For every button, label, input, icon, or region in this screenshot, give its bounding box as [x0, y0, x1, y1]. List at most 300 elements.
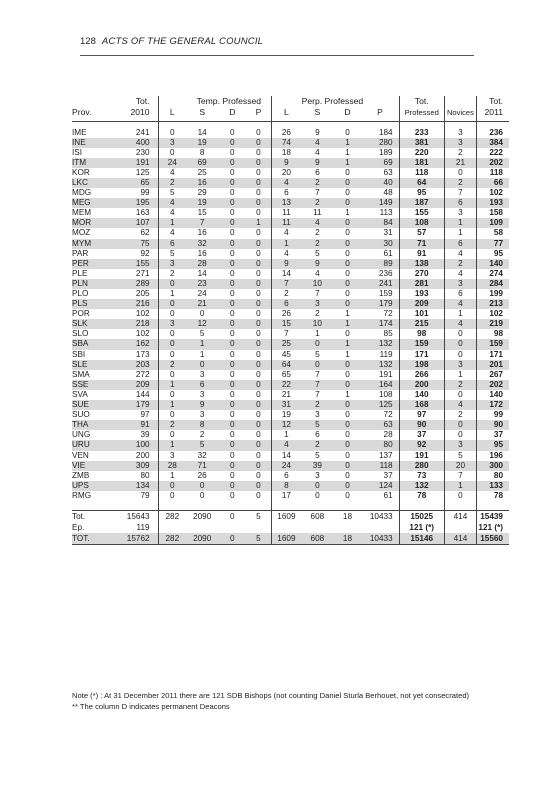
table-cell: 7: [315, 389, 320, 399]
table-cell: 0: [246, 380, 271, 390]
table-cell: 7: [315, 369, 320, 379]
table-cell: 163: [135, 208, 150, 218]
table-cell: 174: [361, 319, 399, 329]
table-cell: 0: [246, 138, 271, 148]
table-cell: 3: [158, 451, 186, 461]
table-cell: 0: [334, 239, 362, 249]
table-cell: 0: [246, 259, 271, 269]
table-cell: 37: [399, 430, 444, 440]
table-cell: 8: [186, 420, 218, 430]
table-cell: 0: [256, 430, 261, 440]
table-cell: 0: [218, 481, 246, 491]
table-cell: 0: [256, 167, 261, 177]
table-cell: 216: [110, 299, 158, 309]
table-cell: 0: [334, 481, 362, 491]
table-cell: 0: [158, 350, 186, 360]
table-cell: 0: [230, 228, 235, 238]
table-cell: 14: [197, 268, 207, 278]
table-cell: 191: [399, 451, 444, 461]
table-cell: 118: [361, 461, 399, 471]
table-cell: 15762: [110, 533, 158, 545]
column-header: 2011: [477, 107, 509, 122]
table-cell: 95: [477, 249, 509, 259]
table-cell: 236: [378, 268, 393, 278]
table-cell: 274: [477, 269, 509, 279]
table-cell: 102: [135, 309, 150, 319]
table-cell: 3: [444, 440, 476, 450]
table-cell: 2: [301, 400, 333, 410]
table-cell: 4: [158, 198, 186, 208]
table-cell: 0: [218, 218, 246, 228]
table-cell: 0: [230, 208, 235, 218]
table-cell: [301, 522, 333, 533]
table-row: [72, 390, 509, 400]
table-cell: 113: [379, 208, 393, 218]
table-cell: 118: [477, 168, 509, 178]
table-cell: 0: [246, 481, 271, 491]
table-cell: 26: [271, 309, 301, 319]
table-row: [72, 410, 509, 420]
row-label: MOR: [72, 218, 110, 228]
table-row: [72, 168, 509, 178]
table-cell: 5: [315, 248, 320, 258]
table-cell: [361, 522, 399, 533]
running-title: ACTS OF THE GENERAL COUNCIL: [101, 36, 264, 47]
table-cell: 9: [301, 259, 333, 269]
table-cell: 3: [158, 138, 186, 148]
table-cell: 0: [334, 178, 362, 188]
table-cell: 0: [256, 268, 261, 278]
row-label: SLE: [72, 360, 110, 370]
table-cell: 92: [140, 248, 150, 258]
table-cell: 1: [186, 339, 218, 349]
column-header: D: [344, 107, 351, 117]
table-cell: 4: [315, 268, 320, 278]
table-cell: 309: [110, 461, 158, 471]
table-cell: 132: [361, 339, 399, 349]
table-cell: 0: [334, 299, 362, 309]
table-cell: 6: [444, 198, 476, 208]
table-cell: 72: [383, 410, 393, 420]
table-cell: 236: [477, 128, 509, 138]
table-cell: 0: [158, 329, 186, 339]
table-cell: 1: [334, 319, 362, 329]
page-header: [80, 36, 474, 56]
page-number: 128: [80, 36, 96, 47]
table-row: [72, 400, 509, 410]
table-cell: 61: [383, 490, 393, 500]
table-cell: 63: [361, 420, 399, 430]
table-cell: 0: [218, 380, 246, 390]
table-row: [72, 360, 509, 370]
table-cell: 29: [197, 188, 207, 198]
table-cell: 267: [477, 370, 509, 380]
table-cell: 7: [444, 471, 476, 481]
table-cell: 102: [477, 309, 509, 319]
table-cell: 1: [158, 400, 186, 410]
table-cell: 65: [271, 370, 301, 380]
footnote-deacons: ** The column D indicates permanent Deacons: [72, 702, 230, 711]
table-cell: 0: [246, 178, 271, 188]
table-row: [72, 461, 509, 471]
column-header: Prov.: [72, 107, 92, 117]
table-cell: 5: [444, 451, 476, 461]
table-cell: 0: [315, 490, 320, 500]
table-cell: 0: [158, 390, 186, 400]
row-label: SLK: [72, 319, 110, 329]
header-row-top: [72, 96, 509, 107]
table-cell: 57: [399, 228, 444, 238]
table-cell: 24: [271, 461, 301, 471]
table-cell: 0: [246, 299, 271, 309]
table-cell: 0: [345, 329, 350, 339]
table-cell: 4: [271, 228, 301, 238]
table-cell: 191: [110, 158, 158, 168]
table-cell: 0: [246, 360, 271, 370]
table-cell: 0: [186, 360, 218, 370]
table-cell: 0: [230, 349, 235, 359]
table-cell: 608: [301, 511, 333, 523]
table-cell: 10433: [361, 533, 399, 545]
table-row: [72, 188, 509, 198]
table-cell: 15439: [477, 511, 509, 523]
table-cell: 4: [315, 147, 320, 157]
table-cell: 4: [301, 218, 333, 228]
table-cell: 0: [345, 248, 350, 258]
table-cell: 0: [158, 430, 186, 440]
table-cell: 1: [345, 208, 350, 218]
table-cell: 0: [218, 533, 246, 545]
table-cell: 193: [399, 289, 444, 299]
table-cell: 9: [271, 259, 301, 269]
table-cell: 171: [477, 350, 509, 360]
table-cell: 1: [199, 349, 205, 359]
table-cell: 48: [383, 188, 393, 198]
table-cell: 0: [256, 490, 261, 500]
table-cell: 4: [271, 440, 301, 450]
table-cell: 0: [230, 188, 235, 198]
table-cell: 6: [444, 289, 476, 299]
table-row: [72, 158, 509, 168]
table-cell: 4: [444, 269, 476, 279]
table-cell: 196: [477, 451, 509, 461]
table-cell: 200: [135, 450, 150, 460]
table-cell: 0: [345, 410, 350, 420]
table-cell: 241: [361, 279, 399, 289]
table-cell: 7: [315, 289, 320, 298]
table-cell: 149: [361, 198, 399, 208]
table-cell: 193: [477, 198, 509, 208]
row-label: VEN: [72, 450, 89, 460]
table-cell: [158, 522, 186, 533]
table-cell: 12: [186, 319, 218, 329]
footnotes: [72, 690, 512, 712]
table-cell: 0: [256, 369, 261, 379]
table-cell: 0: [334, 259, 362, 269]
table-cell: 0: [158, 481, 186, 491]
table-cell: 0: [158, 491, 186, 501]
row-label: SSE: [72, 380, 110, 390]
table-cell: 0: [345, 450, 350, 460]
table-row: [72, 491, 509, 501]
column-header: Professed: [399, 107, 444, 122]
table-cell: 58: [477, 228, 509, 238]
table-cell: 15: [197, 208, 207, 218]
table-cell: 0: [301, 339, 333, 349]
table-cell: 99: [477, 410, 509, 420]
table-cell: 179: [361, 299, 399, 309]
table-cell: 85: [383, 329, 393, 339]
row-label: ZMB: [72, 470, 90, 480]
header-perp-professed: Perp. Professed: [271, 96, 399, 107]
table-cell: 0: [444, 430, 476, 440]
table-cell: 168: [399, 400, 444, 410]
table-cell: 0: [218, 420, 246, 430]
table-row: [72, 370, 509, 380]
table-cell: 15643: [110, 511, 158, 523]
table-cell: 0: [158, 128, 186, 138]
table-cell: 0: [230, 470, 235, 480]
table-cell: [246, 522, 271, 533]
column-header: Novices: [444, 107, 476, 122]
table-cell: 0: [334, 461, 362, 471]
table-cell: 10433: [361, 511, 399, 523]
table-cell: 18: [334, 511, 362, 523]
table-cell: 91: [110, 420, 158, 430]
header-row-sub: [72, 107, 509, 122]
table-cell: 414: [444, 533, 476, 545]
table-cell: 144: [135, 389, 150, 399]
table-cell: 241: [135, 127, 150, 137]
table-cell: 26: [271, 128, 301, 138]
table-cell: 0: [246, 461, 271, 471]
table-cell: 1: [444, 218, 476, 228]
table-cell: 0: [218, 158, 246, 168]
table-cell: 21: [444, 158, 476, 168]
table-cell: 300: [477, 461, 509, 471]
table-cell: 125: [135, 167, 150, 177]
row-label: MDG: [72, 188, 92, 198]
table-cell: 24: [158, 158, 186, 168]
table-cell: 6: [158, 239, 186, 249]
table-cell: 5: [315, 349, 320, 359]
table-cell: 5: [246, 511, 271, 523]
table-cell: 3: [158, 319, 186, 329]
table-cell: 80: [477, 471, 509, 481]
table-cell: 119: [379, 349, 393, 359]
table-cell: 37: [477, 430, 509, 440]
table-cell: 0: [218, 319, 246, 329]
table-cell: 4: [444, 400, 476, 410]
table-cell: 21: [271, 390, 301, 400]
column-header: 2010: [130, 107, 150, 117]
table-row: [72, 440, 509, 450]
table-cell: 109: [477, 218, 509, 228]
row-label: ITM: [72, 158, 110, 168]
table-cell: 95: [399, 188, 444, 198]
table-cell: 97: [140, 410, 150, 420]
table-cell: 1: [345, 349, 350, 359]
table-cell: 159: [477, 339, 509, 349]
table-cell: 6: [271, 188, 301, 198]
row-label: Ep.: [72, 523, 85, 533]
table-cell: 77: [477, 239, 509, 249]
table-cell: 3: [444, 128, 476, 138]
table-cell: 5: [301, 420, 333, 430]
table-cell: 0: [218, 279, 246, 289]
row-label: SBI: [72, 349, 86, 359]
table-cell: 271: [135, 268, 150, 278]
table-cell: 1: [345, 147, 350, 157]
table-cell: 125: [361, 400, 399, 410]
table-cell: 1: [444, 309, 476, 319]
table-cell: 280: [361, 138, 399, 148]
table-cell: 140: [477, 390, 509, 400]
table-cell: 0: [256, 349, 261, 359]
table-cell: 69: [361, 158, 399, 168]
table-cell: 0: [218, 259, 246, 269]
table-cell: 79: [140, 490, 150, 500]
table-cell: 25: [197, 167, 207, 177]
table-cell: 0: [256, 450, 261, 460]
totals-row: [72, 511, 509, 523]
table-cell: 284: [477, 279, 509, 289]
table-cell: 1: [246, 218, 271, 228]
table-row: [72, 269, 509, 279]
table-cell: [334, 522, 362, 533]
table-cell: 71: [186, 461, 218, 471]
table-cell: 138: [399, 259, 444, 269]
table-cell: 30: [361, 239, 399, 249]
table-row: [72, 279, 509, 289]
row-label: MYM: [72, 239, 110, 249]
table-cell: 4: [158, 208, 186, 218]
table-cell: 137: [378, 450, 393, 460]
table-cell: 0: [345, 369, 350, 379]
table-cell: 23: [186, 279, 218, 289]
table-cell: 1: [345, 309, 350, 319]
table-cell: 0: [230, 289, 235, 298]
table-cell: 0: [345, 167, 350, 177]
table-cell: 2090: [186, 533, 218, 545]
table-cell: 2090: [186, 511, 218, 523]
table-cell: 80: [140, 470, 150, 480]
table-cell: 17: [271, 491, 301, 501]
footnote-bishops: Note (*) : At 31 December 2011 there are 121 SDB Bishops (not counting Daniel Sturla Berhouet, not yet consecrated): [72, 691, 470, 700]
table-cell: 0: [256, 188, 261, 198]
table-row: [72, 259, 509, 269]
table-cell: 0: [230, 389, 235, 399]
table-cell: 0: [256, 147, 261, 157]
statistics-table: [72, 96, 509, 545]
table-cell: 31: [271, 400, 301, 410]
table-cell: 78: [399, 491, 444, 501]
table-cell: 0: [345, 490, 350, 500]
table-cell: 0: [301, 360, 333, 370]
row-label: LKC: [72, 178, 110, 188]
table-cell: 71: [399, 239, 444, 249]
table-row: [72, 208, 509, 218]
row-label: POR: [72, 309, 90, 319]
table-row: [72, 430, 509, 440]
table-cell: 162: [110, 339, 158, 349]
table-cell: 0: [334, 360, 362, 370]
table-cell: 1609: [271, 533, 301, 545]
table-cell: 173: [135, 349, 150, 359]
table-cell: 0: [256, 410, 261, 420]
table-cell: 133: [477, 481, 509, 491]
table-row: [72, 299, 509, 309]
table-cell: 4: [301, 138, 333, 148]
table-row: [72, 471, 509, 481]
column-header: L: [271, 107, 301, 122]
table-cell: 1: [444, 370, 476, 380]
table-cell: 3: [315, 410, 320, 420]
table-cell: 80: [361, 440, 399, 450]
table-row: [72, 309, 509, 319]
table-cell: 8: [199, 147, 205, 157]
table-cell: 289: [110, 279, 158, 289]
table-cell: 0: [230, 369, 235, 379]
table-cell: 6: [271, 299, 301, 309]
table-cell: 13: [271, 198, 301, 208]
table-cell: 3: [301, 299, 333, 309]
column-header: L: [158, 107, 186, 122]
table-cell: 0: [158, 279, 186, 289]
table-cell: 108: [378, 389, 393, 399]
table-cell: 140: [477, 259, 509, 269]
table-cell: 0: [158, 370, 186, 380]
table-cell: 119: [136, 523, 150, 533]
table-cell: 0: [246, 339, 271, 349]
table-row: [72, 380, 509, 390]
table-cell: 73: [399, 471, 444, 481]
table-cell: 0: [444, 491, 476, 501]
table-cell: 215: [399, 319, 444, 329]
table-cell: 9: [315, 127, 320, 137]
table-cell: 205: [135, 289, 150, 298]
table-cell: 100: [110, 440, 158, 450]
table-cell: 7: [271, 279, 301, 289]
table-cell: 4: [271, 178, 301, 188]
table-cell: 0: [199, 490, 205, 500]
table-cell: 0: [345, 470, 350, 480]
table-cell: [186, 522, 218, 533]
table-cell: 0: [246, 400, 271, 410]
table-cell: 282: [158, 511, 186, 523]
table-row: [72, 128, 509, 138]
table-cell: 69: [186, 158, 218, 168]
table-cell: 28: [186, 259, 218, 269]
table-cell: 61: [383, 248, 393, 258]
table-cell: 4: [444, 249, 476, 259]
row-label: SBA: [72, 339, 110, 349]
row-label: Tot.: [72, 511, 110, 523]
table-cell: 37: [383, 470, 393, 480]
table-cell: 97: [399, 410, 444, 420]
table-cell: 2: [315, 309, 320, 319]
table-cell: 0: [256, 389, 261, 399]
table-cell: 155: [110, 259, 158, 269]
table-cell: 9: [271, 158, 301, 168]
table-cell: 0: [218, 339, 246, 349]
table-cell: 10: [301, 319, 333, 329]
table-cell: 0: [158, 309, 186, 319]
table-cell: 20: [271, 168, 301, 178]
table-cell: 384: [477, 138, 509, 148]
table-cell: 0: [158, 148, 186, 158]
table-cell: 4: [271, 249, 301, 259]
